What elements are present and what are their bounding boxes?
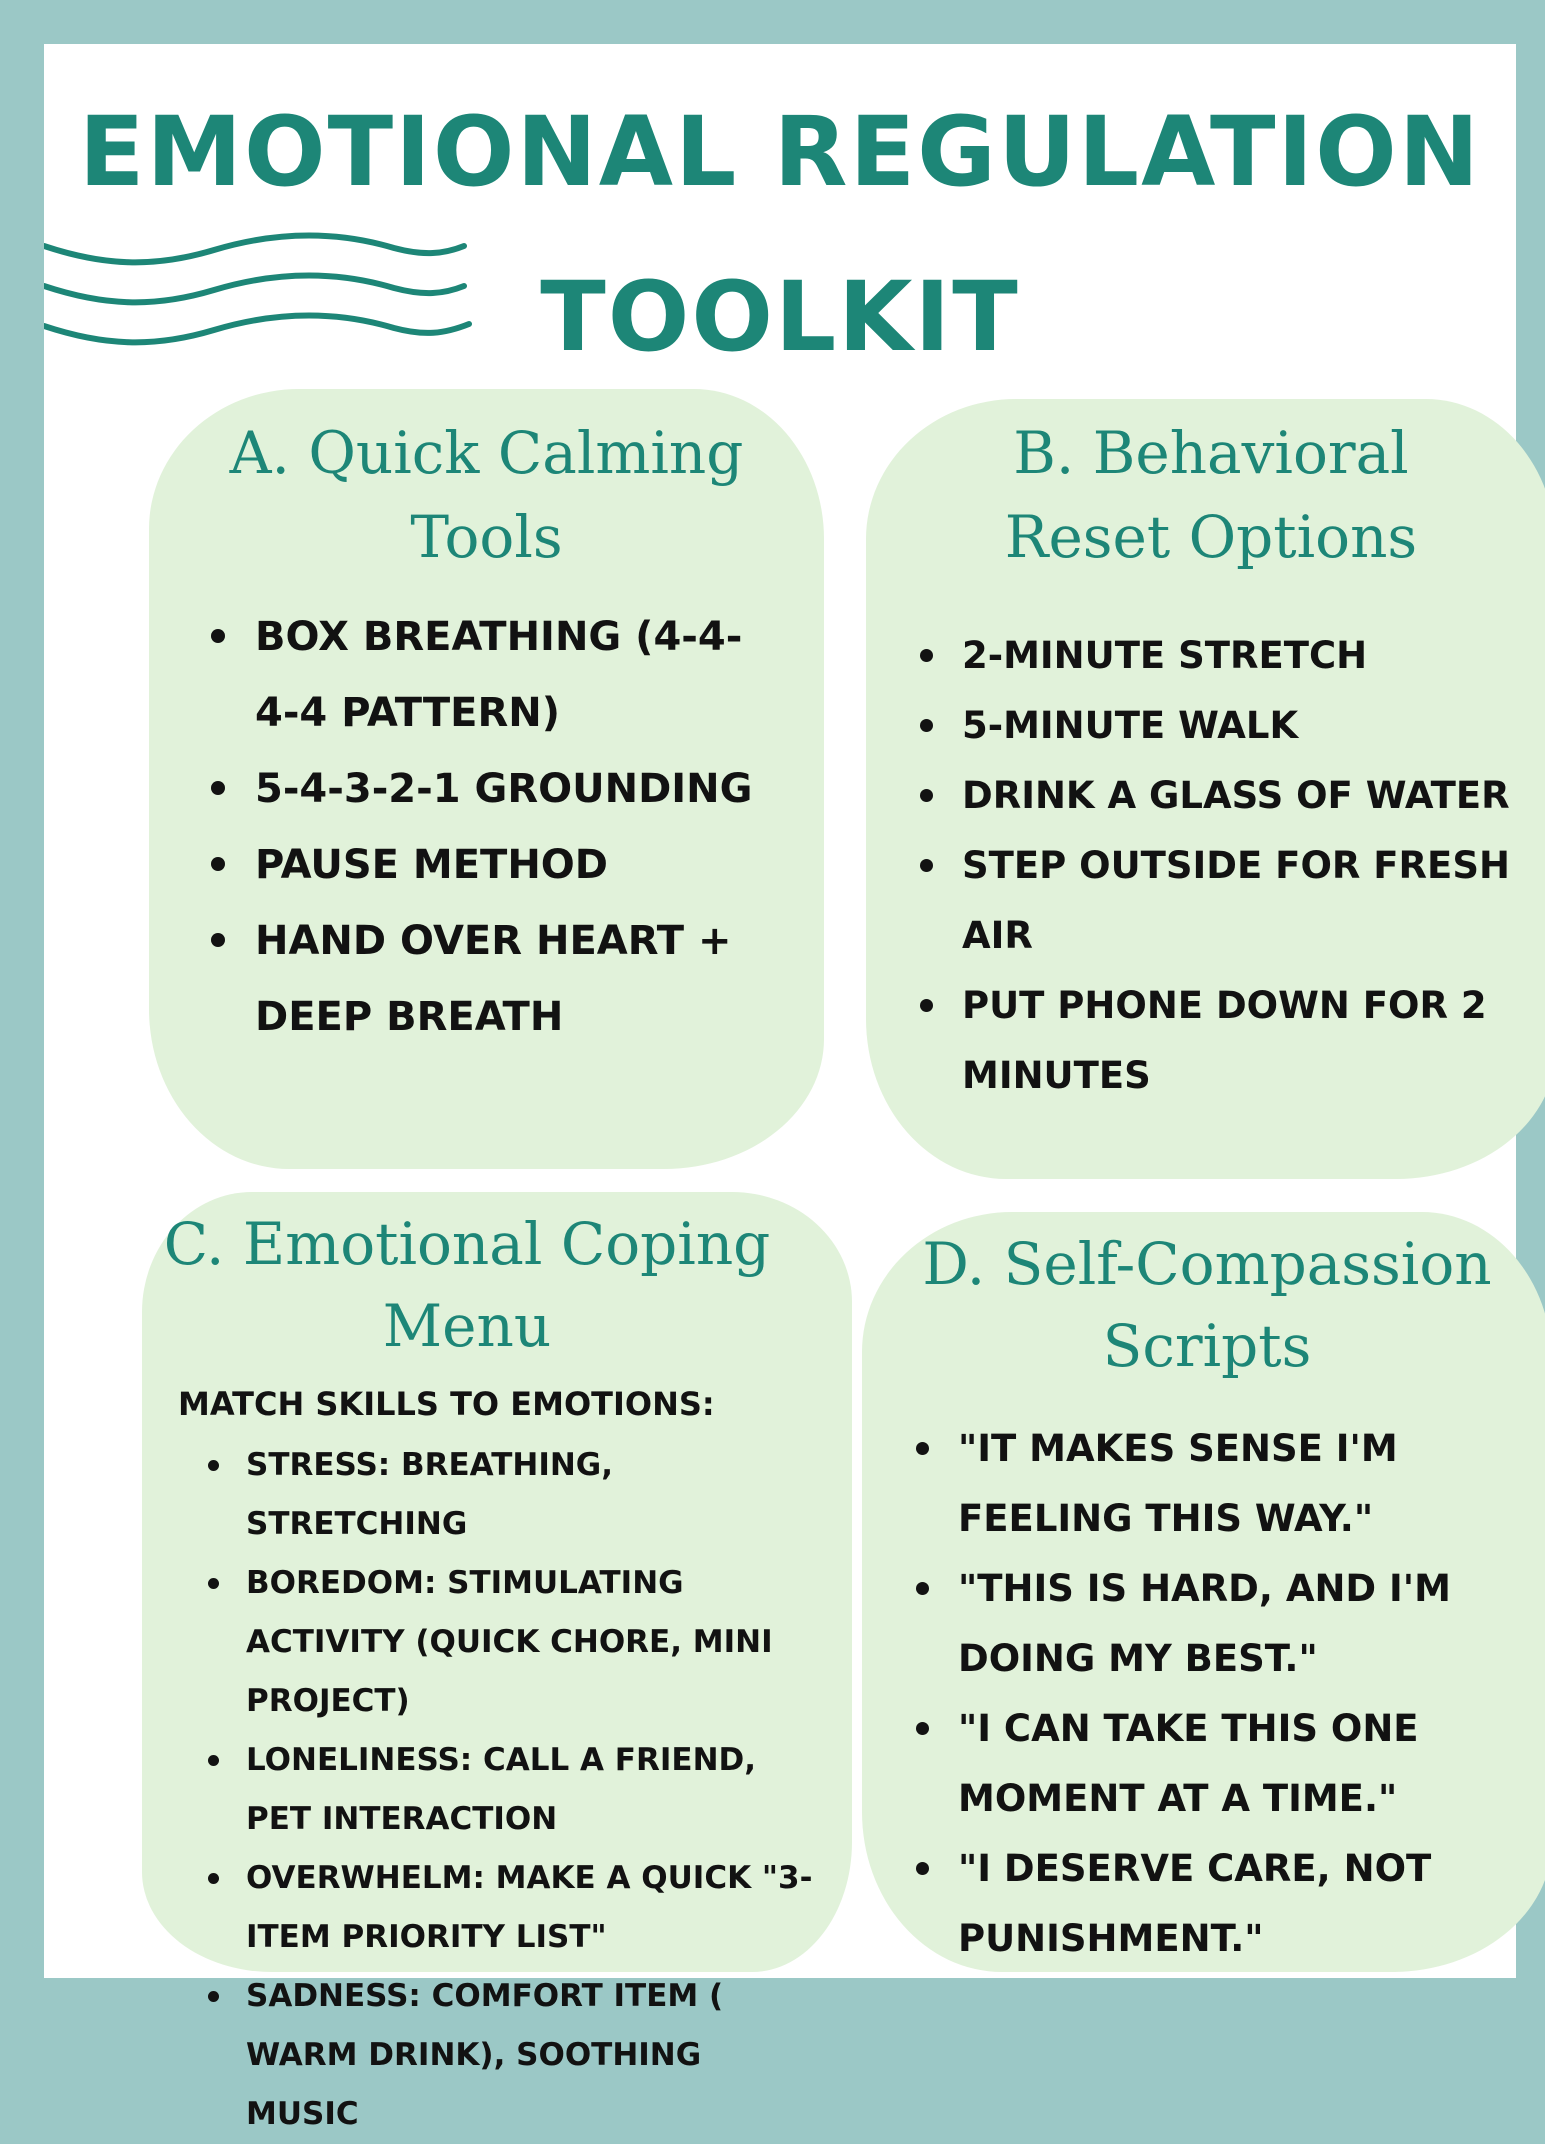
list-item: SADNESS: COMFORT ITEM ( WARM DRINK), SOOTHING MUSIC bbox=[204, 1967, 824, 2144]
section-c-title-line2: Menu bbox=[382, 1292, 552, 1360]
section-c-card bbox=[142, 1192, 852, 2132]
list-item: "I CAN TAKE THIS ONE MOMENT AT A TIME." bbox=[912, 1694, 1522, 1834]
section-a-list bbox=[205, 599, 775, 1055]
list-item: STRESS: BREATHING, STRETCHING bbox=[204, 1436, 824, 1554]
section-a-title-line1: A. Quick Calming bbox=[229, 419, 744, 487]
section-a-card bbox=[149, 389, 824, 1169]
list-item: OVERWHELM: MAKE A QUICK "3-ITEM PRIORITY LIST" bbox=[204, 1849, 824, 1967]
section-c-list bbox=[204, 1436, 824, 2144]
section-b-title-line2: Reset Options bbox=[1004, 503, 1418, 571]
page-title-line2: TOOLKIT bbox=[540, 261, 1020, 373]
list-item: 5-4-3-2-1 GROUNDING bbox=[205, 751, 775, 827]
list-item: 2-MINUTE STRETCH bbox=[916, 621, 1526, 691]
section-c-title-line1: C. Emotional Coping bbox=[163, 1210, 771, 1278]
list-item: "IT MAKES SENSE I'M FEELING THIS WAY." bbox=[912, 1414, 1522, 1554]
list-item: 5-MINUTE WALK bbox=[916, 691, 1526, 761]
section-b-title-line1: B. Behavioral bbox=[1013, 419, 1409, 487]
list-item: DRINK A GLASS OF WATER bbox=[916, 761, 1526, 831]
list-item: PAUSE METHOD bbox=[205, 827, 775, 903]
list-item: BOREDOM: STIMULATING ACTIVITY (QUICK CHORE, MINI PROJECT) bbox=[204, 1554, 824, 1731]
section-b-list bbox=[916, 621, 1526, 1111]
toolkit-page bbox=[44, 44, 1516, 2132]
list-item: LONELINESS: CALL A FRIEND, PET INTERACTION bbox=[204, 1731, 824, 1849]
section-c-intro: MATCH SKILLS TO EMOTIONS: bbox=[178, 1385, 715, 1423]
list-item: HAND OVER HEART + DEEP BREATH bbox=[205, 903, 775, 1055]
list-item: "THIS IS HARD, AND I'M DOING MY BEST." bbox=[912, 1554, 1522, 1694]
list-item: STEP OUTSIDE FOR FRESH AIR bbox=[916, 831, 1526, 971]
section-a-title-line2: Tools bbox=[410, 503, 563, 571]
section-d-card bbox=[862, 1212, 1545, 1972]
section-b-card bbox=[866, 399, 1545, 1179]
page-title-line1: EMOTIONAL REGULATION bbox=[78, 96, 1482, 208]
list-item: "I DESERVE CARE, NOT PUNISHMENT." bbox=[912, 1834, 1522, 1974]
list-item: BOX BREATHING (4-4-4-4 PATTERN) bbox=[205, 599, 775, 751]
wave-lines-icon bbox=[44, 224, 524, 364]
section-d-list bbox=[912, 1414, 1522, 1974]
section-d-title-line1: D. Self-Compassion bbox=[922, 1230, 1492, 1298]
list-item: PUT PHONE DOWN FOR 2 MINUTES bbox=[916, 971, 1526, 1111]
section-d-title-line2: Scripts bbox=[1102, 1312, 1312, 1380]
